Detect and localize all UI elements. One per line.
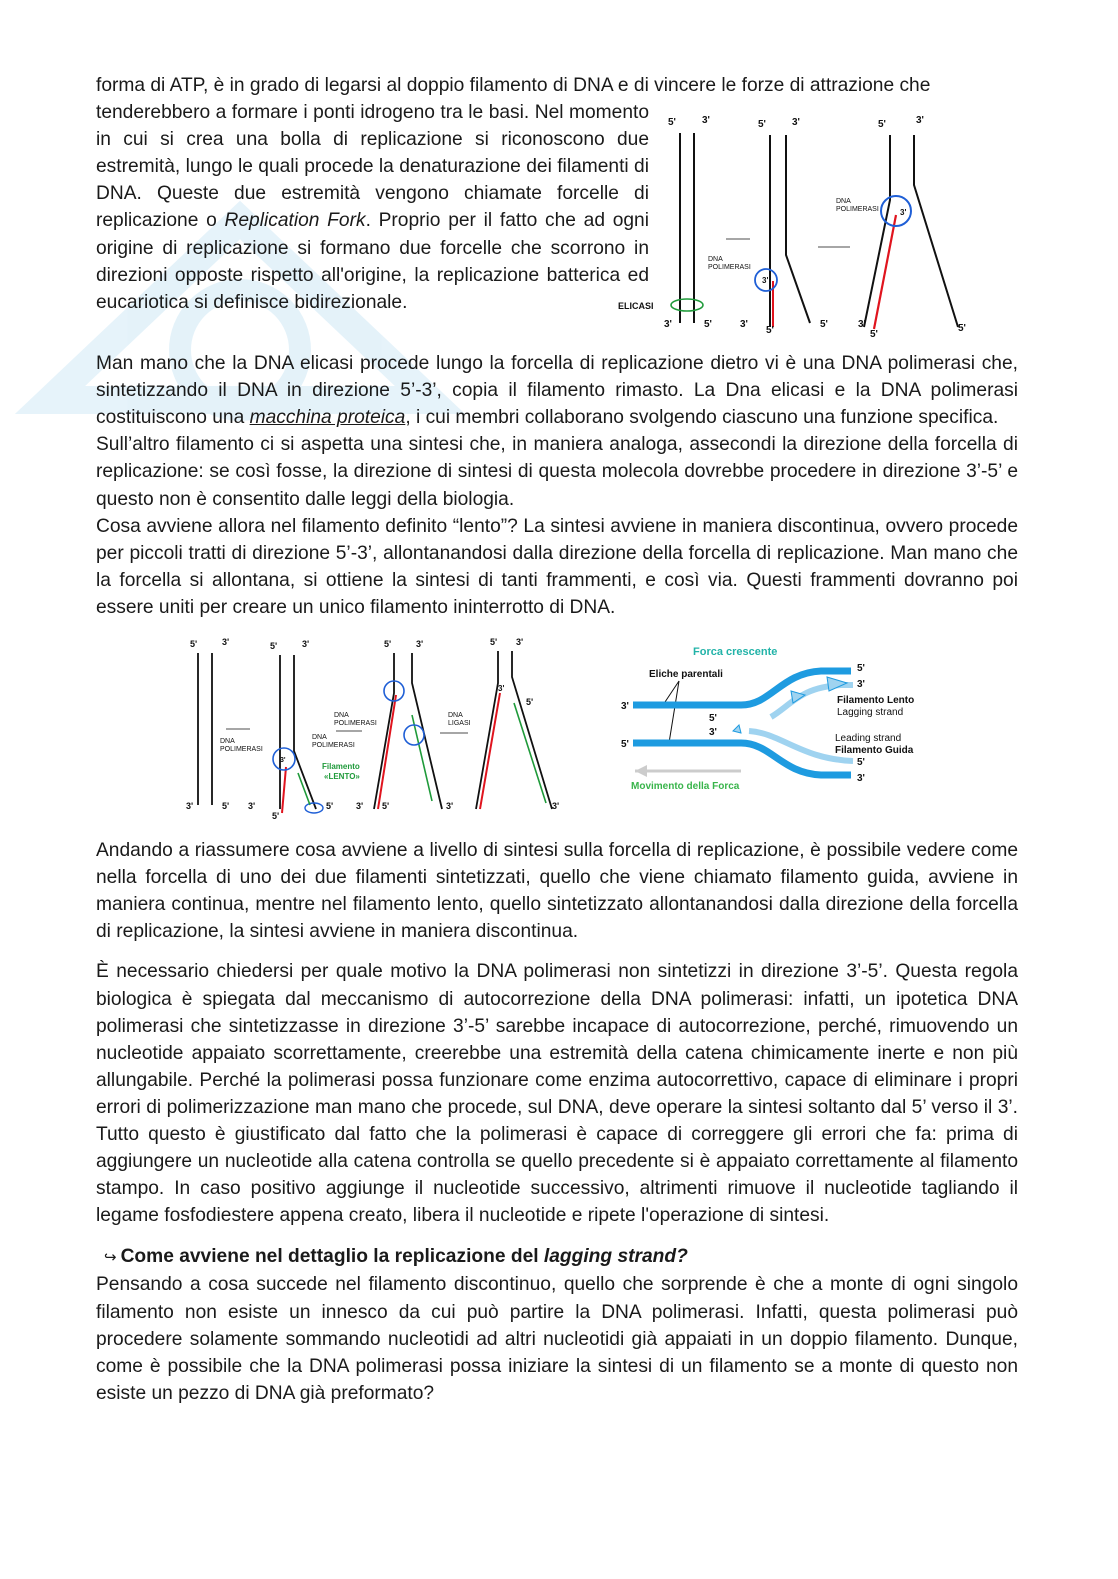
svg-text:3': 3' xyxy=(248,801,256,812)
label-filamento-lento: Filamento Lento xyxy=(837,695,915,707)
label-5prime: 5' xyxy=(222,801,230,812)
paragraph-5: Andando a riassumere cosa avviene a livello di sintesi sulla forcella di replicazione, è possibile vedere come nella forcella di uno dei due filamenti sintetizzati, quello che viene chiamato filamento guida, avviene in maniera continua, mentre nel filamento lento, quello sintetizzato allontanandosi dalla direzione della forcella di replicazione, la sintesi avviene in maniera discontinua. xyxy=(96,840,1018,943)
svg-text:5': 5' xyxy=(382,801,390,812)
figure-replication-fork-helicase xyxy=(618,105,1018,341)
new-strand-red xyxy=(874,215,896,329)
svg-text:DNA: DNA xyxy=(220,738,235,746)
label-3prime: 3' xyxy=(702,115,710,127)
svg-text:5': 5' xyxy=(270,641,278,652)
label-5prime: 5' xyxy=(668,117,676,129)
paragraph-1-first-line: forma di ATP, è in grado di legarsi al doppio filamento di DNA e di vincere le forze di attrazione che xyxy=(96,75,931,96)
label-polimerasi: POLIMERASI xyxy=(708,264,751,272)
label-5prime: 5' xyxy=(766,325,774,337)
svg-text:5': 5' xyxy=(384,639,392,650)
svg-text:3': 3' xyxy=(356,801,364,812)
label-5prime: 5' xyxy=(758,119,766,131)
label-5prime: 5' xyxy=(958,323,966,335)
label-3prime: 3' xyxy=(792,117,800,129)
label-3prime: 3' xyxy=(858,319,866,331)
label-5prime: 5' xyxy=(820,319,828,331)
label-3prime: 3' xyxy=(186,801,194,812)
svg-text:DNA: DNA xyxy=(334,712,349,720)
label-3prime: 3' xyxy=(222,637,230,648)
svg-text:3': 3' xyxy=(498,684,505,694)
svg-text:Filamento: Filamento xyxy=(322,762,360,772)
label-5prime: 5' xyxy=(878,119,886,131)
svg-text:5': 5' xyxy=(272,811,280,822)
paragraph-2: Man mano che la DNA elicasi procede lungo la forcella di replicazione dietro vi è una DNA polimerasi che, sintetizzando il DNA in direzione 5’-3’, copia il filamento rimasto. La Dna elicasi e la DNA polimerasi costituiscono una macchina proteica, i cui membri collaborano svolgendo ciascuno una funzione specifica. xyxy=(96,353,1018,429)
template-strand xyxy=(864,135,890,327)
section-heading: ↪ Come avviene nel dettaglio la replicazione del lagging strand? xyxy=(104,1246,688,1268)
figure-lagging-strand-steps xyxy=(186,633,576,823)
label-5prime: 5' xyxy=(704,319,712,331)
svg-text:5': 5' xyxy=(709,713,717,725)
svg-text:5': 5' xyxy=(490,637,498,648)
link-macchina-proteica[interactable]: macchina proteica xyxy=(249,407,406,429)
svg-text:3': 3' xyxy=(709,727,717,739)
label-movimento-forca: Movimento della Forca xyxy=(631,781,740,793)
svg-text:3': 3' xyxy=(857,679,865,691)
label-filamento-guida: Filamento Guida xyxy=(835,745,914,757)
label-3prime: 3' xyxy=(916,115,924,127)
label-eliche-parentali: Eliche parentali xyxy=(649,669,723,681)
label-3prime: 3' xyxy=(762,276,769,286)
paragraph-1-row xyxy=(96,99,1018,341)
helicase-ring xyxy=(671,299,703,311)
svg-text:3': 3' xyxy=(416,639,424,650)
svg-text:3': 3' xyxy=(857,773,865,785)
label-3prime: 3' xyxy=(664,319,672,331)
paragraph-3: Sull’altro filamento ci si aspetta una sintesi che, in maniera analoga, assecondi la direzione della forcella di replicazione: se così fosse, la direzione di sintesi di questa molecola dovrebbe procedere in direzione 3’-5’ e questo non è consentito dalle leggi della biologia. xyxy=(96,434,1018,510)
svg-text:LIGASI: LIGASI xyxy=(448,720,471,728)
paragraph-4: Cosa avviene allora nel filamento definito “lento”? La sintesi avviene in maniera discontinua, ovvero procede per piccoli tratti di direzione 5’-3’, allontanandosi dalla direzione della forcella di replicazione. Man mano che la forcella si allontana, si ottiene la sintesi di tanti frammenti, e così via. Questi frammenti dovranno poi essere uniti per creare un unico filamento ininterrotto di DNA. xyxy=(96,515,1018,618)
svg-text:DNA: DNA xyxy=(448,712,463,720)
label-dna: DNA xyxy=(836,198,851,206)
svg-text:POLIMERASI: POLIMERASI xyxy=(334,720,377,728)
label-elicasi: ELICASI xyxy=(618,301,654,312)
svg-text:5': 5' xyxy=(526,697,534,708)
svg-text:3': 3' xyxy=(280,757,286,765)
paragraph-1-wrapped: tenderebbero a formare i ponti idrogeno tra le basi. Nel momento in cui si crea una bolla di replicazione si riconoscono due estremità, lungo le quali procede la denaturazione dei filamenti di DNA. Queste due estremità vengono chiamate forcelle di replicazione o Replication Fork. Proprio per il fatto che ad ogni origine di replicazione si formano due forcelle che scorrono in direzioni opposte rispetto all'origine, la replicazione batterica ed eucariotica si definisce bidirezionale. xyxy=(96,102,649,313)
figure-row xyxy=(186,633,926,823)
svg-text:«LENTO»: «LENTO» xyxy=(324,772,360,782)
template-strand xyxy=(914,135,958,327)
figure-leading-lagging xyxy=(621,643,926,795)
polymerase-circle xyxy=(881,196,911,226)
paragraph-6: È necessario chiedersi per quale motivo la DNA polimerasi non sintetizzi in direzione 3’-5’. Questa regola biologica è spiegata dal meccanismo di autocorrezione della DNA polimerasi: infatti, un ipotetica DNA polimerasi che sintetizzasse in direzione 3’-5’ sarebbe incapace di autocorrezione, perché, rimuovendo un nucleotide appaiato scorrettamente, creerebbe una estremità della catena chimicamente inerte e non più allungabile. Perché la polimerasi possa funzionare come enzima autocorrettivo, capace di eliminare i propri errori di polimerizzazione man mano che procede, sul DNA, deve operare la sintesi soltanto dal 5’ verso il 3’. Tutto questo è giustificato dal fatto che la polimerasi è capace di correggere gli errori che fa: prima di aggiungere un nucleotide alla catena controlla se quello precedente si è appaiato correttamente al filamento stampo. In caso positivo aggiunge il nucleotide successivo, altrimenti rimuove il nucleotide tagliando il legame fosfodiestere appena creato, libera il nucleotide e ripete l'operazione di sintesi. xyxy=(96,961,1018,1227)
svg-text:3': 3' xyxy=(552,801,560,812)
svg-text:DNA: DNA xyxy=(312,734,327,742)
label-3prime: 3' xyxy=(740,319,748,331)
label-dna: DNA xyxy=(708,256,723,264)
label-forca-crescente: Forca crescente xyxy=(693,646,778,659)
svg-text:5': 5' xyxy=(857,663,865,675)
svg-text:5': 5' xyxy=(621,739,629,751)
label-polimerasi: POLIMERASI xyxy=(836,206,879,214)
paragraph-7: Pensando a cosa succede nel filamento discontinuo, quello che sorprende è che a monte di ogni singolo filamento non esiste un innesco da cui può partire la DNA polimerasi. Infatti, questa polimerasi può procedere solamente sommando nucleotidi ad altri nucleotidi già appaiati in un doppio filamento. Dunque, come è possibile che la DNA polimerasi possa iniziare la sintesi di un filamento se a monte di questo non esiste un pezzo di DNA già preformato? xyxy=(96,1274,1018,1404)
svg-text:POLIMERASI: POLIMERASI xyxy=(312,742,355,750)
svg-text:3': 3' xyxy=(302,639,310,650)
svg-text:3': 3' xyxy=(621,701,629,713)
template-strand xyxy=(786,135,810,323)
svg-text:5': 5' xyxy=(857,757,865,769)
svg-text:5': 5' xyxy=(326,801,334,812)
label-5prime: 5' xyxy=(190,639,198,650)
svg-text:3': 3' xyxy=(516,637,524,648)
label-3prime: 3' xyxy=(900,208,907,218)
label-leading-strand: Leading strand xyxy=(835,733,902,745)
label-5prime: 5' xyxy=(870,329,878,341)
document-page xyxy=(96,72,1018,1407)
svg-text:POLIMERASI: POLIMERASI xyxy=(220,746,263,754)
label-lagging-strand: Lagging strand xyxy=(837,707,904,719)
svg-text:3': 3' xyxy=(446,801,454,812)
arrow-icon: ↪ xyxy=(104,1249,117,1267)
